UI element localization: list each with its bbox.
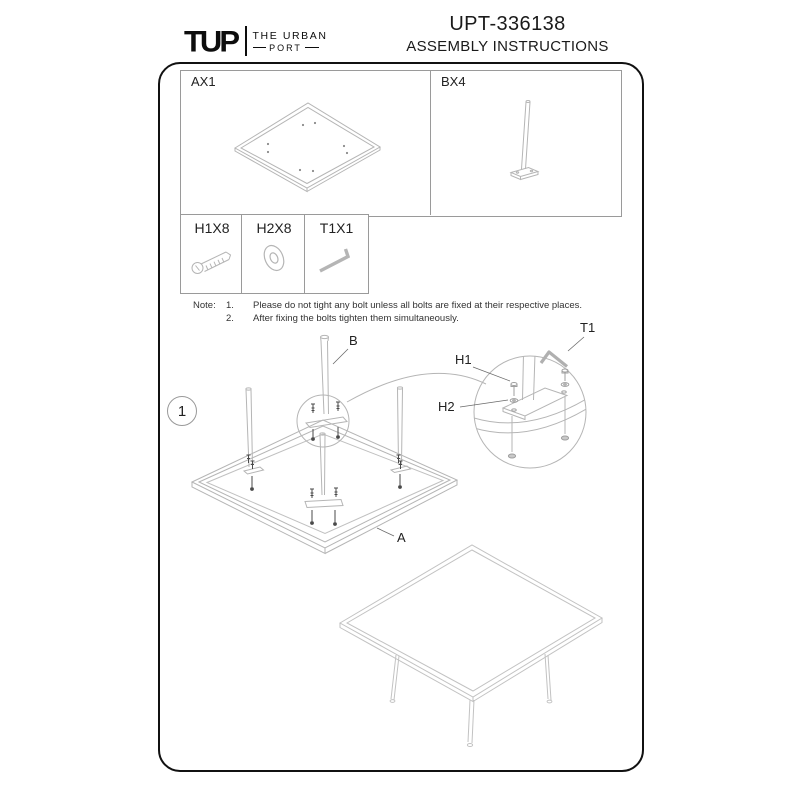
notes-heading: Note: xyxy=(193,300,216,311)
tabletop-part-drawing xyxy=(180,70,430,215)
note-1-number: 1. xyxy=(226,300,234,311)
label-hardware-h2: H2 xyxy=(438,399,455,414)
label-part-b: B xyxy=(349,333,358,348)
allen-key-detail-drawing xyxy=(541,352,567,367)
zoom-source-circle xyxy=(297,395,349,447)
detail-circle-drawing xyxy=(474,352,588,468)
label-tool-t1: T1 xyxy=(580,320,596,335)
hardware-t1-label: T1X1 xyxy=(319,220,354,236)
note-2-number: 2. xyxy=(226,313,234,324)
hardware-cell-h1 xyxy=(180,214,244,294)
title-block xyxy=(375,13,640,55)
allen-key-icon xyxy=(312,240,362,282)
logo-dash-right xyxy=(305,47,319,48)
notes-section xyxy=(193,300,623,326)
washer-icon xyxy=(249,238,299,280)
bolt-icon xyxy=(187,240,237,282)
logo-dash-left xyxy=(253,47,267,48)
zoom-arc xyxy=(347,373,486,402)
logo-separator xyxy=(245,26,247,56)
logo-wordmark xyxy=(252,29,328,53)
tabletop-screw-holes xyxy=(267,122,348,172)
leg-part-drawing xyxy=(430,70,620,215)
hardware-cell-h2 xyxy=(241,214,307,294)
hardware-h2-label: H2X8 xyxy=(256,220,292,236)
label-part-a: A xyxy=(397,530,406,545)
part-a-label: AX1 xyxy=(191,74,216,89)
hardware-cell-t1 xyxy=(304,214,369,294)
note-row-1 xyxy=(193,300,623,313)
page-title: ASSEMBLY INSTRUCTIONS xyxy=(406,38,609,55)
note-2-text: After fixing the bolts tighten them simultaneously. xyxy=(253,313,459,324)
model-number: UPT-336138 xyxy=(449,13,566,35)
hardware-h1-label: H1X8 xyxy=(194,220,230,236)
note-1-text: Please do not tight any bolt unless all bolts are fixed at their respective places. xyxy=(253,300,582,311)
part-b-label: BX4 xyxy=(441,74,466,89)
logo-abbrev: TUP xyxy=(184,24,237,58)
label-hardware-h1: H1 xyxy=(455,352,472,367)
assembled-table-drawing xyxy=(330,540,615,755)
brand-logo xyxy=(184,22,328,60)
logo-wordmark-line2 xyxy=(253,43,319,53)
logo-wordmark-port: PORT xyxy=(269,42,302,53)
step-1-diagram xyxy=(160,325,630,565)
logo-wordmark-line1: THE URBAN xyxy=(252,29,328,42)
step-1-number: 1 xyxy=(177,402,187,420)
